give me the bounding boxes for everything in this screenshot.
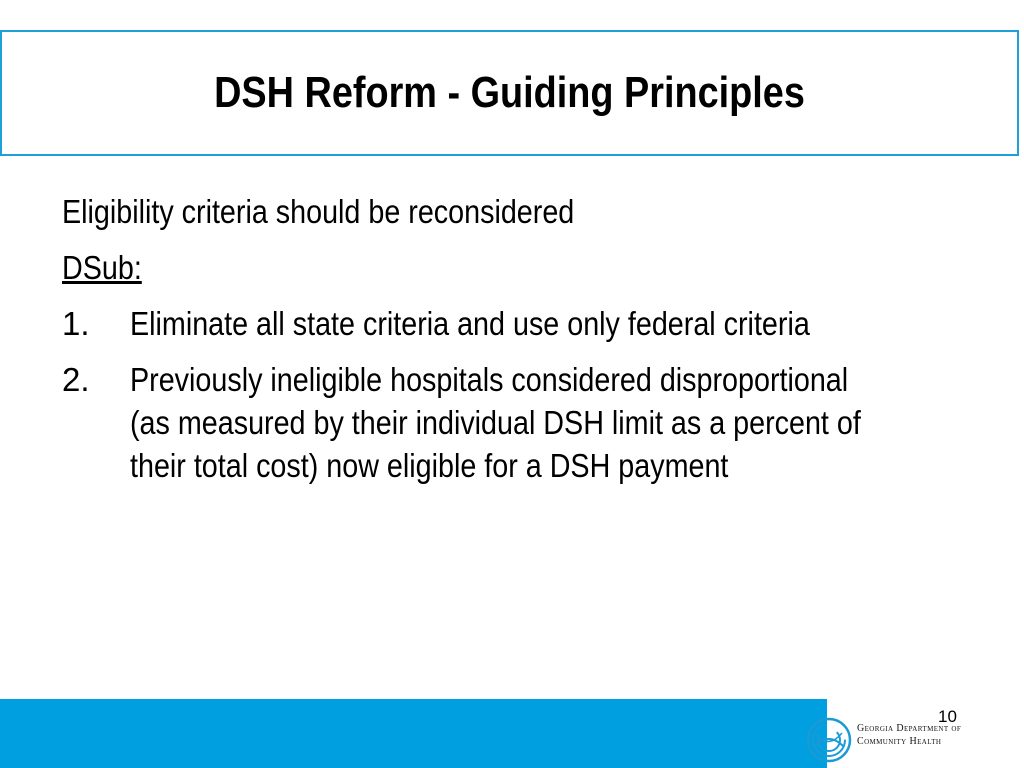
list-item xyxy=(62,302,962,345)
page-number: 10 xyxy=(938,707,957,726)
intro-text: Eligibility criteria should be reconsidered xyxy=(62,193,575,230)
list-item-text: Previously ineligible hospitals considered disproportional (as measured by their individual DSH limit as a percent of their total cost) now eligible for a DSH payment xyxy=(130,361,861,484)
slide-title: DSH Reform - Guiding Principles xyxy=(214,68,805,117)
list-item xyxy=(62,358,962,487)
footer-band xyxy=(0,699,827,768)
org-name-line1: Georgia Department of xyxy=(857,723,962,734)
slide-body xyxy=(62,190,962,500)
list-item-number: 1. xyxy=(62,305,90,342)
list-item-number: 2. xyxy=(62,361,90,398)
organization-name xyxy=(857,722,961,748)
title-box xyxy=(0,30,1019,156)
org-name-line2: Community Health xyxy=(857,736,942,747)
circle-swirl-logo-icon xyxy=(806,717,852,763)
subheading-text: DSub: xyxy=(62,249,142,286)
list-item-text: Eliminate all state criteria and use only federal criteria xyxy=(130,305,810,342)
subheading xyxy=(62,246,845,289)
